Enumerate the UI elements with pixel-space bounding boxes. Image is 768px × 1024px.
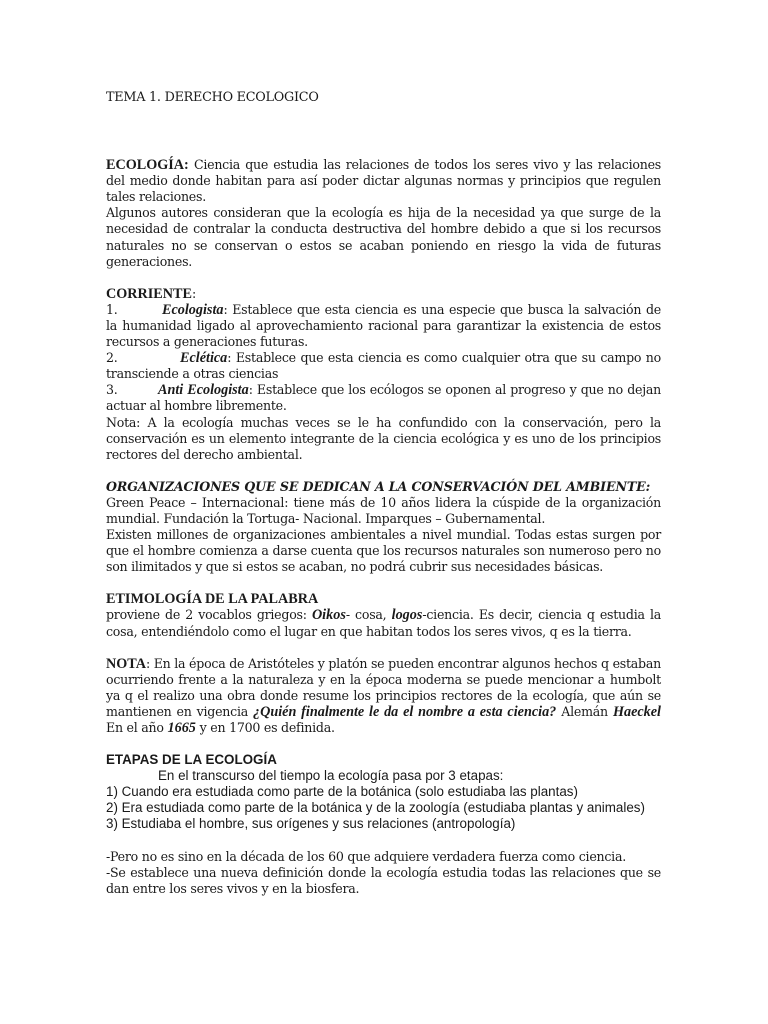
organizaciones-paragraph-2: Existen millones de organizaciones ambientales a nivel mundial. Todas estas surgen por que el hombre comienza a darse cuenta que los recursos naturales son numeroso pero no son ilimitados y que si estos se acaban, no podrá cubrir sus necesidades básicas.: [106, 527, 661, 575]
etapas-item-1: 1) Cuando era estudiada como parte de la botánica (solo estudiaba las plantas): [106, 784, 578, 800]
etimologia-paragraph: proviene de 2 vocablos griegos: Oikos- cosa, logos-ciencia. Es decir, ciencia q estudia la cosa, entendiéndolo como el lugar en que habitan todos los seres vivos, q es la tierra.: [106, 607, 662, 639]
ecologia-definition: ECOLOGÍA: Ciencia que estudia las relaciones de todos los seres vivo y las relaciones del medio donde habitan para así poder dictar algunas normas y principios que regulen tales relaciones.: [106, 157, 661, 205]
etapas-intro: En el transcurso del tiempo la ecología pasa por 3 etapas:: [158, 768, 504, 784]
corriente-nota: Nota: A la ecología muchas veces se le ha confundido con la conservación, pero la conservación es un elemento integrante de la ciencia ecológica y es uno de los principios rectores del derecho ambiental.: [106, 414, 661, 462]
document-body: [106, 90, 661, 897]
etapas-item-2: 2) Era estudiada como parte de la botánica y de la zoología (estudiaba plantas y animales): [106, 800, 645, 816]
organizaciones-paragraph-1: Green Peace – Internacional: tiene más de 10 años lidera la cúspide de la organización mundial. Fundación la Tortuga- Nacional. Imparques – Gubernamental.: [106, 494, 661, 526]
corriente-item-3: 3. Anti Ecologista: Establece que los ecólogos se oponen al progreso y que no dejan actuar al hombre libremente.: [106, 382, 661, 414]
ecologia-term: ECOLOGÍA:: [106, 157, 189, 174]
etapas-heading: ETAPAS DE LA ECOLOGÍA: [106, 752, 277, 768]
corriente-item-1: 1. Ecologista: Establece que esta ciencia es una especie que busca la salvación de la humanidad ligado al aprovechamiento racional para garantizar la existencia de estos recursos a generaciones futuras.: [106, 301, 661, 350]
etapas-paragraph-1: -Pero no es sino en la década de los 60 que adquiere verdadera fuerza como ciencia.: [106, 848, 626, 864]
etimologia-heading: ETIMOLOGÍA DE LA PALABRA: [106, 591, 319, 608]
nota-paragraph: NOTA: En la época de Aristóteles y platón se pueden encontrar algunos hechos q estaban ocurriendo frente a la naturaleza y en la época moderna se puede mencionar a humbolt ya q el realizo una obra donde resume los principios rectores de la ecología, que aún se mantienen en vigencia ¿Quién finalmente le da el nombre a esta ciencia? Alemán Haeckel En el año 1665 y en 1700 es definida.: [106, 655, 661, 736]
etapas-paragraph-2: -Se establece una nueva definición donde la ecología estudia todas las relaciones que se dan entre los seres vivos y en la biosfera.: [106, 864, 661, 896]
ecologia-paragraph: Algunos autores consideran que la ecología es hija de la necesidad ya que surge de la necesidad de contralar la conducta destructiva del hombre debido a que si los recursos naturales no se conservan o estos se acaban poniendo en riesgo la vida de futuras generaciones.: [106, 205, 661, 269]
corriente-heading: CORRIENTE:: [106, 285, 196, 302]
etapas-item-3: 3) Estudiaba el hombre, sus orígenes y sus relaciones (antropología): [106, 816, 516, 832]
organizaciones-heading: ORGANIZACIONES QUE SE DEDICAN A LA CONSERVACIÓN DEL AMBIENTE:: [106, 478, 651, 494]
corriente-item-2: 2. Eclética: Establece que esta ciencia es como cualquier otra que su campo no transciende a otras ciencias: [106, 350, 661, 382]
document-title: TEMA 1. DERECHO ECOLOGICO: [106, 90, 319, 105]
